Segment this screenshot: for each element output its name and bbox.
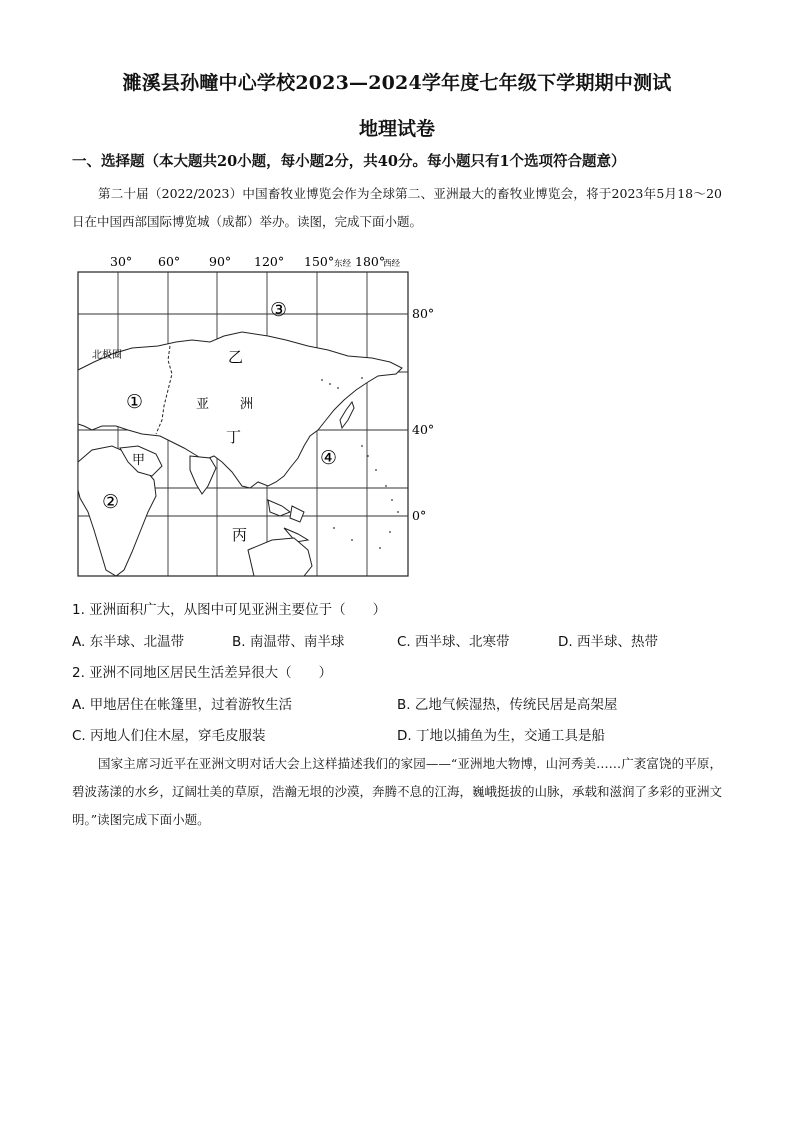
place-ding: 丁 [226,428,242,446]
q1-option-b[interactable]: B. 南温带、南半球 [232,634,345,650]
question-1-stem: 1. 亚洲面积广大，从图中可见亚洲主要位于（ ） [72,602,387,618]
passage-2: 国家主席习近平在亚洲文明对话大会上这样描述我们的家园——“亚洲地大物博，山河秀美……广袤富饶的平原，碧波荡漾的水乡，辽阔壮美的草原，浩瀚无垠的沙漠，奔腾不息的江海，巍峨挺拔的山脉，承载和滋润了多彩的亚洲文明。”读图完成下面小题。 [72,756,723,827]
australia-landmass [248,538,312,576]
japan-islands [340,402,354,428]
passage-1: 第二十届（2022/2023）中国畜牧业博览会作为全球第二、亚洲最大的畜牧业博览会，将于2023年5月18～20日在中国西部国际博览城（成都）举办。读图，完成下面小题。 [72,186,722,229]
q2-option-d[interactable]: D. 丁地以捕鱼为生，交通工具是船 [397,728,605,744]
marker-4: ④ [320,447,338,469]
lon-label-east: 东经 [334,259,352,269]
lon-label-60: 60° [158,254,181,269]
arctic-circle-label: 北极圈 [92,350,122,361]
q2-option-b[interactable]: B. 乙地气候湿热，传统民居是高架屋 [397,697,618,713]
place-yi: 乙 [228,348,244,366]
lon-label-120: 120° [254,254,285,269]
q2-option-a[interactable]: A. 甲地居住在帐篷里，过着游牧生活 [72,697,293,713]
q1-option-a[interactable]: A. 东半球、北温带 [72,634,185,650]
lon-label-west: 西经 [383,259,401,269]
continent-label-zhou: 洲 [240,397,254,412]
asia-map [72,250,452,580]
section-heading: 一、选择题（本大题共20小题，每小题2分，共40分。每小题只有1个选项符合题意） [72,153,626,170]
q1-option-c[interactable]: C. 西半球、北寒带 [397,634,510,650]
lat-label-80: 80° [412,306,435,321]
marker-1: ① [126,391,144,413]
exam-title: 濉溪县孙疃中心学校2023—2024学年度七年级下学期期中测试 [122,72,672,94]
lon-label-90: 90° [209,254,232,269]
q1-option-d[interactable]: D. 西半球、热带 [558,634,658,650]
lon-label-30: 30° [110,254,133,269]
marker-2: ② [102,491,120,513]
continent-label-ya: 亚 [196,397,210,412]
southeast-asia-islands [268,500,308,542]
lat-label-0: 0° [412,508,427,523]
exam-subtitle: 地理试卷 [358,118,435,140]
lat-label-40: 40° [412,422,435,437]
place-bing: 丙 [232,526,248,544]
marker-3: ③ [270,299,288,321]
place-jia: 甲 [132,453,146,468]
lon-label-150: 150° [304,254,335,269]
question-2-stem: 2. 亚洲不同地区居民生活差异很大（ ） [72,665,333,681]
q2-option-c[interactable]: C. 丙地人们住木屋，穿毛皮服装 [72,728,266,744]
lon-label-180: 180° [355,254,386,269]
